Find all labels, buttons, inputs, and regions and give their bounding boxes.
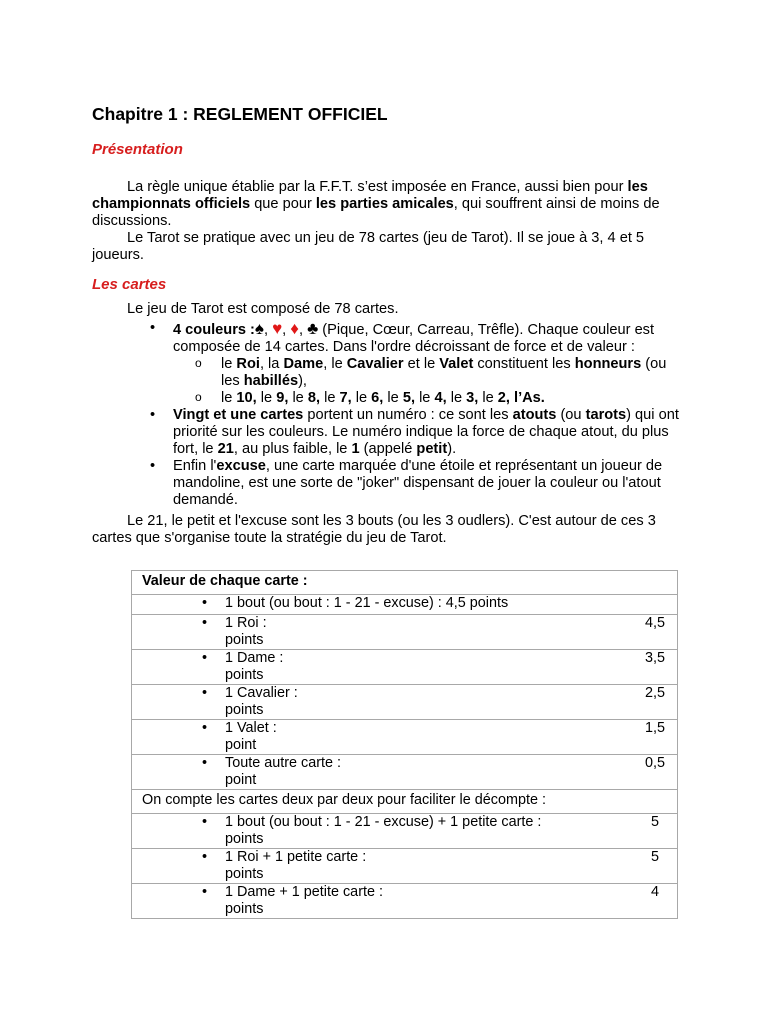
table-header-values: Valeur de chaque carte : [132, 571, 678, 595]
card-value-table [131, 570, 678, 919]
presentation-paragraph-1: La règle unique établie par la F.F.T. s’est imposée en France, aussi bien pour les championnats officiels que pour les parties amicales, qui souffrent ainsi de moins de discussions. [92, 179, 660, 229]
table-row: • 1 Valet : point 1,5 [202, 720, 665, 753]
section-heading-cartes: Les cartes [92, 276, 167, 293]
section-heading-presentation: Présentation [92, 141, 183, 158]
sublist-item-honneurs: o le Roi, la Dame, le Cavalier et le Valet constituent les honneurs (ou les habillés), [173, 356, 680, 390]
sublist-item-numeros: o le 10, le 9, le 8, le 7, le 6, le 5, le 4, le 3, le 2, l’As. [173, 390, 680, 407]
table-row: • 1 Dame : points 3,5 [202, 650, 665, 683]
club-icon: ♣ [307, 319, 319, 338]
diamond-icon: ♦ [290, 319, 299, 338]
table-row: • Toute autre carte : point 0,5 [202, 755, 665, 788]
table-row: • 1 Roi + 1 petite carte : points 5 [202, 849, 659, 882]
cartes-list [148, 320, 680, 509]
table-row: • 1 Cavalier : points 2,5 [202, 685, 665, 718]
table-row: • 1 bout (ou bout : 1 - 21 - excuse) + 1 petite carte : points 5 [202, 814, 659, 847]
heart-icon: ♥ [272, 319, 283, 338]
table-row: • 1 Dame + 1 petite carte : points 4 [202, 884, 659, 917]
presentation-paragraph-2: Le Tarot se pratique avec un jeu de 78 cartes (jeu de Tarot). Il se joue à 3, 4 et 5 joueurs. [92, 230, 645, 263]
table-row: • 1 Roi : points 4,5 [202, 615, 665, 648]
table-header-pairs: On compte les cartes deux par deux pour faciliter le décompte : [132, 790, 678, 814]
list-item-excuse: • Enfin l'excuse, une carte marquée d'une étoile et représentant un joueur de mandoline, est une sorte de "joker" dispensant de jouer la couleur ou l'atout demandé. [148, 458, 680, 509]
cartes-outro: Le 21, le petit et l'excuse sont les 3 bouts (ou les 3 oudlers). C'est autour de ces 3 cartes que s'organise toute la stratégie du jeu de Tarot. [92, 513, 656, 546]
couleurs-sublist [173, 356, 680, 407]
table-row: • 1 bout (ou bout : 1 - 21 - excuse) : 4,5 points [202, 595, 509, 611]
spade-icon: ♠ [254, 319, 264, 338]
cartes-intro: Le jeu de Tarot est composé de 78 cartes. [127, 301, 399, 317]
chapter-title: Chapitre 1 : REGLEMENT OFFICIEL [92, 104, 388, 124]
list-item-couleurs: • 4 couleurs :♠, ♥, ♦, ♣ (Pique, Cœur, Carreau, Trêfle). Chaque couleur est composée de 14 cartes. Dans l'ordre décroissant de force et de valeur : o le Roi, la Dame, le Cavalier et le Valet constituent les honneurs (ou les habillés), o le 10, le 9, le 8, le 7, le 6, le 5, le 4, le 3, le 2, l’As. [148, 320, 680, 407]
list-item-atouts: • Vingt et une cartes portent un numéro : ce sont les atouts (ou tarots) qui ont priorité sur les couleurs. Le numéro indique la force de chaque atout, du plus fort, le 21, au plus faible, le 1 (appelé petit). [148, 407, 680, 458]
